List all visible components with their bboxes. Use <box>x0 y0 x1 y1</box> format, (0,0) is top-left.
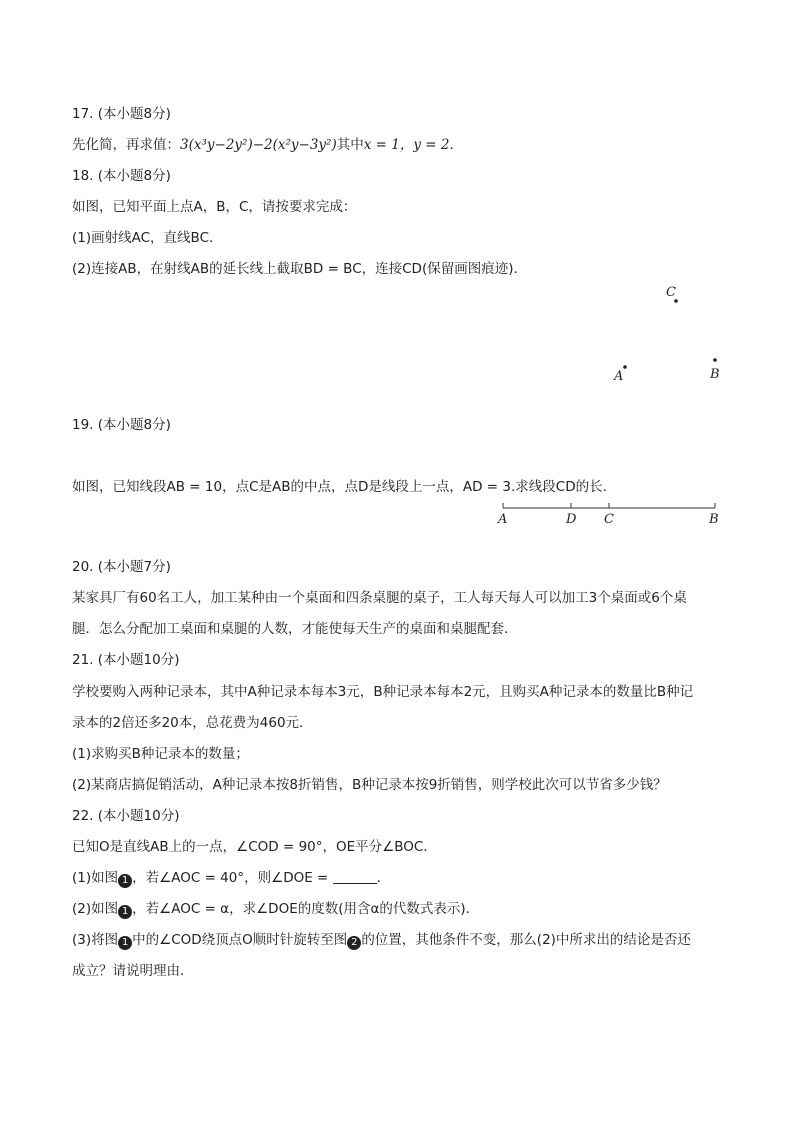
q21-line1: 学校要购入两种记录本，其中A种记录本每本3元，B种记录本每本2元，且购买A种记录本的数量比B种记 <box>72 684 694 700</box>
point-b-label: B <box>710 367 720 382</box>
q22-part1-prefix: (1)如图 <box>72 870 119 886</box>
point-c-label: C <box>666 285 676 300</box>
q22-part3-text: 中的∠COD绕顶点O顺时针旋转至图 <box>132 932 348 948</box>
figure-1-badge: 1 <box>118 905 132 919</box>
q17-header: 17. (本小题8分) <box>72 106 171 122</box>
q22-part3-line2: 成立？请说明理由． <box>72 963 194 979</box>
q18-intro: 如图，已知平面上点A，B，C，请按要求完成： <box>72 199 357 215</box>
q22-header: 22. (本小题10分) <box>72 808 180 824</box>
q19-header: 19. (本小题8分) <box>72 417 171 433</box>
q17-where: 其中 <box>336 137 364 153</box>
q22-part2-text: ，若∠AOC = α，求∠DOE的度数(用含α的代数式表示)． <box>132 901 480 917</box>
q20-line2: 腿．怎么分配加工桌面和桌腿的人数，才能使每天生产的桌面和桌腿配套． <box>72 621 518 637</box>
q21-line2: 录本的2倍还多20本，总花费为460元． <box>72 715 313 731</box>
figure-2-badge: 2 <box>347 936 361 950</box>
q22-part1-text: ，若∠AOC = 40°，则∠DOE = <box>132 870 333 886</box>
q18-figure <box>600 280 740 390</box>
q17-text <box>72 136 463 154</box>
label-a: A <box>498 512 508 527</box>
q20-line1: 某家具厂有60名工人，加工某种由一个桌面和四条桌腿的桌子，工人每天每人可以加工3个桌面或6个桌 <box>72 590 687 606</box>
q17-expression: 3(x³y−2y²)−2(x²y−3y²) <box>180 137 337 153</box>
label-b: B <box>709 512 719 527</box>
q22-intro: 已知O是直线AB上的一点，∠COD = 90°，OE平分∠BOC． <box>72 839 437 855</box>
q17-condition: x = 1，y = 2 <box>363 137 450 153</box>
q21-part1: (1)求购买B种记录本的数量； <box>72 746 249 762</box>
q22-part1 <box>72 869 390 888</box>
q19-figure <box>495 498 725 530</box>
q18-part1: (1)画射线AC，直线BC． <box>72 230 223 246</box>
point-a-dot <box>623 365 627 369</box>
label-d: D <box>566 512 577 527</box>
point-a-label: A <box>614 369 624 384</box>
q21-part2: (2)某商店搞促销活动，A种记录本按8折销售，B种记录本按9折销售，则学校此次可以节省多少钱？ <box>72 777 667 793</box>
figure-1-badge: 1 <box>118 874 132 888</box>
label-c: C <box>604 512 614 527</box>
q22-part1-end: ． <box>376 870 391 886</box>
q22-part2-prefix: (2)如图 <box>72 901 119 917</box>
q22-part3-text-cont: 的位置，其他条件不变，那么(2)中所求出的结论是否还 <box>361 932 691 948</box>
q22-part2 <box>72 900 479 919</box>
q18-part2: (2)连接AB，在射线AB的延长线上截取BD = BC，连接CD(保留画图痕迹)． <box>72 261 527 277</box>
q19-text: 如图，已知线段AB = 10，点C是AB的中点，点D是线段上一点，AD = 3.求线段CD的长． <box>72 479 617 495</box>
answer-blank[interactable] <box>333 871 377 884</box>
point-b-dot <box>713 358 717 362</box>
q20-header: 20. (本小题7分) <box>72 559 171 575</box>
q17-intro: 先化简，再求值： <box>72 137 180 153</box>
q22-part3 <box>72 931 691 950</box>
q22-part3-prefix: (3)将图 <box>72 932 119 948</box>
q21-header: 21. (本小题10分) <box>72 652 180 668</box>
figure-1-badge: 1 <box>118 936 132 950</box>
q17-end: ． <box>449 137 463 153</box>
q18-header: 18. (本小题8分) <box>72 168 171 184</box>
